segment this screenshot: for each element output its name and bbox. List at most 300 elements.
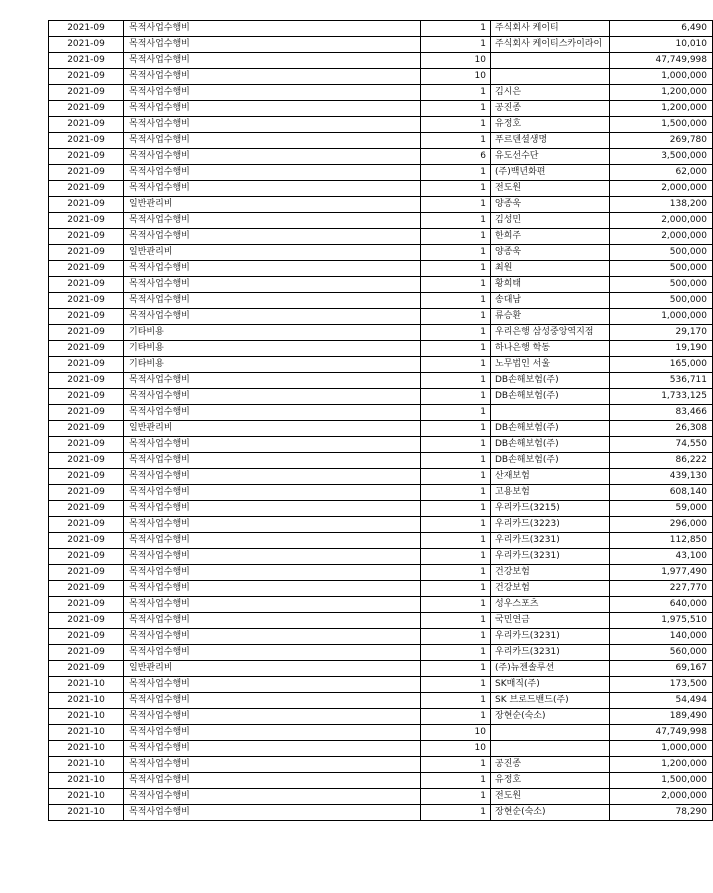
- category-cell: 목적사업수행비: [124, 469, 421, 485]
- payee-cell: 우리카드(3231): [491, 645, 610, 661]
- date-cell: 2021-09: [49, 197, 124, 213]
- count-cell: 1: [421, 117, 491, 133]
- date-cell: 2021-09: [49, 101, 124, 117]
- amount-cell: 500,000: [610, 245, 713, 261]
- payee-cell: 우리카드(3231): [491, 533, 610, 549]
- amount-cell: 439,130: [610, 469, 713, 485]
- table-row: [49, 629, 713, 645]
- date-cell: 2021-09: [49, 133, 124, 149]
- category-cell: 목적사업수행비: [124, 309, 421, 325]
- table-row: [49, 469, 713, 485]
- payee-cell: 김성민: [491, 213, 610, 229]
- count-cell: 1: [421, 325, 491, 341]
- amount-cell: 59,000: [610, 501, 713, 517]
- table-row: [49, 277, 713, 293]
- date-cell: 2021-10: [49, 677, 124, 693]
- date-cell: 2021-10: [49, 709, 124, 725]
- payee-cell: 장현순(숙소): [491, 805, 610, 821]
- amount-cell: 1,200,000: [610, 85, 713, 101]
- date-cell: 2021-10: [49, 805, 124, 821]
- table-row: [49, 693, 713, 709]
- payee-cell: (주)뉴젠솔루션: [491, 661, 610, 677]
- payee-cell: 유정호: [491, 117, 610, 133]
- count-cell: 1: [421, 597, 491, 613]
- count-cell: 1: [421, 389, 491, 405]
- date-cell: 2021-09: [49, 565, 124, 581]
- category-cell: 목적사업수행비: [124, 149, 421, 165]
- payee-cell: DB손해보험(주): [491, 421, 610, 437]
- date-cell: 2021-09: [49, 277, 124, 293]
- category-cell: 목적사업수행비: [124, 133, 421, 149]
- category-cell: 일반관리비: [124, 245, 421, 261]
- date-cell: 2021-09: [49, 181, 124, 197]
- amount-cell: 74,550: [610, 437, 713, 453]
- category-cell: 목적사업수행비: [124, 517, 421, 533]
- date-cell: 2021-09: [49, 389, 124, 405]
- table-row: [49, 453, 713, 469]
- category-cell: 목적사업수행비: [124, 773, 421, 789]
- count-cell: 1: [421, 613, 491, 629]
- table-row: [49, 565, 713, 581]
- payee-cell: 국민연금: [491, 613, 610, 629]
- table-row: [49, 805, 713, 821]
- date-cell: 2021-09: [49, 437, 124, 453]
- count-cell: 1: [421, 645, 491, 661]
- payee-cell: 우리카드(3223): [491, 517, 610, 533]
- payee-cell: 유정호: [491, 773, 610, 789]
- amount-cell: 19,190: [610, 341, 713, 357]
- count-cell: 10: [421, 741, 491, 757]
- count-cell: 1: [421, 693, 491, 709]
- table-row: [49, 357, 713, 373]
- category-cell: 기타비용: [124, 341, 421, 357]
- amount-cell: 54,494: [610, 693, 713, 709]
- category-cell: 목적사업수행비: [124, 645, 421, 661]
- date-cell: 2021-09: [49, 165, 124, 181]
- category-cell: 목적사업수행비: [124, 101, 421, 117]
- table-row: [49, 245, 713, 261]
- category-cell: 일반관리비: [124, 421, 421, 437]
- amount-cell: 500,000: [610, 261, 713, 277]
- table-row: [49, 213, 713, 229]
- date-cell: 2021-09: [49, 661, 124, 677]
- date-cell: 2021-09: [49, 53, 124, 69]
- payee-cell: 산재보험: [491, 469, 610, 485]
- payee-cell: [491, 741, 610, 757]
- date-cell: 2021-09: [49, 261, 124, 277]
- table-row: [49, 21, 713, 37]
- count-cell: 1: [421, 229, 491, 245]
- count-cell: 1: [421, 661, 491, 677]
- date-cell: 2021-09: [49, 597, 124, 613]
- amount-cell: 6,490: [610, 21, 713, 37]
- payee-cell: 공진종: [491, 757, 610, 773]
- payee-cell: 성우스포츠: [491, 597, 610, 613]
- category-cell: 목적사업수행비: [124, 709, 421, 725]
- date-cell: 2021-09: [49, 341, 124, 357]
- category-cell: 목적사업수행비: [124, 437, 421, 453]
- category-cell: 목적사업수행비: [124, 805, 421, 821]
- category-cell: 목적사업수행비: [124, 581, 421, 597]
- date-cell: 2021-10: [49, 773, 124, 789]
- payee-cell: 전도원: [491, 181, 610, 197]
- amount-cell: 640,000: [610, 597, 713, 613]
- amount-cell: 112,850: [610, 533, 713, 549]
- payee-cell: 류승환: [491, 309, 610, 325]
- payee-cell: DB손해보험(주): [491, 437, 610, 453]
- category-cell: 목적사업수행비: [124, 533, 421, 549]
- count-cell: 1: [421, 757, 491, 773]
- count-cell: 1: [421, 133, 491, 149]
- table-row: [49, 677, 713, 693]
- table-row: [49, 117, 713, 133]
- date-cell: 2021-09: [49, 373, 124, 389]
- category-cell: 목적사업수행비: [124, 741, 421, 757]
- date-cell: 2021-09: [49, 293, 124, 309]
- table-row: [49, 709, 713, 725]
- date-cell: 2021-09: [49, 533, 124, 549]
- amount-cell: 269,780: [610, 133, 713, 149]
- category-cell: 목적사업수행비: [124, 501, 421, 517]
- category-cell: 목적사업수행비: [124, 453, 421, 469]
- date-cell: 2021-09: [49, 213, 124, 229]
- table-row: [49, 293, 713, 309]
- count-cell: 1: [421, 309, 491, 325]
- table-row: [49, 421, 713, 437]
- date-cell: 2021-09: [49, 581, 124, 597]
- amount-cell: 536,711: [610, 373, 713, 389]
- amount-cell: 10,010: [610, 37, 713, 53]
- date-cell: 2021-09: [49, 229, 124, 245]
- payee-cell: 장현순(숙소): [491, 709, 610, 725]
- count-cell: 1: [421, 501, 491, 517]
- count-cell: 1: [421, 21, 491, 37]
- payee-cell: 고용보험: [491, 485, 610, 501]
- table-row: [49, 181, 713, 197]
- date-cell: 2021-09: [49, 149, 124, 165]
- amount-cell: 43,100: [610, 549, 713, 565]
- category-cell: 목적사업수행비: [124, 165, 421, 181]
- payee-cell: 황희태: [491, 277, 610, 293]
- date-cell: 2021-09: [49, 37, 124, 53]
- count-cell: 1: [421, 85, 491, 101]
- count-cell: 1: [421, 485, 491, 501]
- payee-cell: 하나은행 학동: [491, 341, 610, 357]
- payee-cell: 김시은: [491, 85, 610, 101]
- amount-cell: 2,000,000: [610, 229, 713, 245]
- count-cell: 6: [421, 149, 491, 165]
- amount-cell: 2,000,000: [610, 181, 713, 197]
- table-row: [49, 197, 713, 213]
- payee-cell: DB손해보험(주): [491, 453, 610, 469]
- amount-cell: 296,000: [610, 517, 713, 533]
- ledger-body: [49, 21, 713, 821]
- table-row: [49, 549, 713, 565]
- table-row: [49, 261, 713, 277]
- payee-cell: 공진종: [491, 101, 610, 117]
- payee-cell: 우리카드(3231): [491, 629, 610, 645]
- count-cell: 1: [421, 181, 491, 197]
- table-row: [49, 373, 713, 389]
- amount-cell: 173,500: [610, 677, 713, 693]
- amount-cell: 189,490: [610, 709, 713, 725]
- table-row: [49, 757, 713, 773]
- category-cell: 목적사업수행비: [124, 293, 421, 309]
- amount-cell: 1,000,000: [610, 69, 713, 85]
- count-cell: 1: [421, 277, 491, 293]
- category-cell: 목적사업수행비: [124, 725, 421, 741]
- payee-cell: 주식회사 케이티: [491, 21, 610, 37]
- count-cell: 1: [421, 565, 491, 581]
- count-cell: 1: [421, 453, 491, 469]
- category-cell: 목적사업수행비: [124, 53, 421, 69]
- date-cell: 2021-09: [49, 117, 124, 133]
- payee-cell: 우리카드(3215): [491, 501, 610, 517]
- table-row: [49, 437, 713, 453]
- category-cell: 기타비용: [124, 325, 421, 341]
- count-cell: 1: [421, 37, 491, 53]
- count-cell: 10: [421, 69, 491, 85]
- count-cell: 1: [421, 805, 491, 821]
- amount-cell: 1,200,000: [610, 101, 713, 117]
- count-cell: 1: [421, 773, 491, 789]
- date-cell: 2021-09: [49, 613, 124, 629]
- amount-cell: 1,500,000: [610, 117, 713, 133]
- payee-cell: 전도원: [491, 789, 610, 805]
- amount-cell: 3,500,000: [610, 149, 713, 165]
- category-cell: 목적사업수행비: [124, 85, 421, 101]
- table-row: [49, 581, 713, 597]
- date-cell: 2021-09: [49, 453, 124, 469]
- table-row: [49, 341, 713, 357]
- count-cell: 1: [421, 261, 491, 277]
- count-cell: 1: [421, 533, 491, 549]
- date-cell: 2021-09: [49, 325, 124, 341]
- date-cell: 2021-09: [49, 645, 124, 661]
- category-cell: 목적사업수행비: [124, 229, 421, 245]
- count-cell: 1: [421, 101, 491, 117]
- count-cell: 1: [421, 357, 491, 373]
- table-row: [49, 501, 713, 517]
- amount-cell: 1,000,000: [610, 741, 713, 757]
- amount-cell: 1,977,490: [610, 565, 713, 581]
- table-row: [49, 741, 713, 757]
- amount-cell: 78,290: [610, 805, 713, 821]
- table-row: [49, 597, 713, 613]
- count-cell: 1: [421, 469, 491, 485]
- table-row: [49, 309, 713, 325]
- payee-cell: 주식회사 케이티스카이라이: [491, 37, 610, 53]
- table-row: [49, 725, 713, 741]
- payee-cell: 양종욱: [491, 197, 610, 213]
- count-cell: 1: [421, 213, 491, 229]
- payee-cell: 양종욱: [491, 245, 610, 261]
- date-cell: 2021-09: [49, 21, 124, 37]
- date-cell: 2021-09: [49, 485, 124, 501]
- count-cell: 1: [421, 549, 491, 565]
- amount-cell: 1,975,510: [610, 613, 713, 629]
- category-cell: 목적사업수행비: [124, 405, 421, 421]
- payee-cell: SK 브로드밴드(주): [491, 693, 610, 709]
- count-cell: 1: [421, 517, 491, 533]
- category-cell: 기타비용: [124, 357, 421, 373]
- payee-cell: 우리은행 삼성중앙역지점: [491, 325, 610, 341]
- category-cell: 목적사업수행비: [124, 373, 421, 389]
- payee-cell: DB손해보험(주): [491, 373, 610, 389]
- category-cell: 목적사업수행비: [124, 69, 421, 85]
- count-cell: 1: [421, 165, 491, 181]
- table-row: [49, 613, 713, 629]
- amount-cell: 83,466: [610, 405, 713, 421]
- count-cell: 1: [421, 197, 491, 213]
- amount-cell: 138,200: [610, 197, 713, 213]
- payee-cell: SK매직(주): [491, 677, 610, 693]
- date-cell: 2021-10: [49, 693, 124, 709]
- date-cell: 2021-10: [49, 757, 124, 773]
- table-row: [49, 405, 713, 421]
- table-row: [49, 661, 713, 677]
- category-cell: 일반관리비: [124, 197, 421, 213]
- category-cell: 목적사업수행비: [124, 117, 421, 133]
- date-cell: 2021-09: [49, 357, 124, 373]
- count-cell: 1: [421, 341, 491, 357]
- table-row: [49, 789, 713, 805]
- amount-cell: 1,200,000: [610, 757, 713, 773]
- amount-cell: 560,000: [610, 645, 713, 661]
- count-cell: 1: [421, 421, 491, 437]
- date-cell: 2021-10: [49, 789, 124, 805]
- category-cell: 목적사업수행비: [124, 597, 421, 613]
- amount-cell: 165,000: [610, 357, 713, 373]
- expense-ledger-table: [48, 20, 713, 821]
- payee-cell: [491, 69, 610, 85]
- date-cell: 2021-09: [49, 517, 124, 533]
- count-cell: 1: [421, 789, 491, 805]
- count-cell: 10: [421, 725, 491, 741]
- amount-cell: 47,749,998: [610, 725, 713, 741]
- payee-cell: 노무법인 서울: [491, 357, 610, 373]
- category-cell: 목적사업수행비: [124, 21, 421, 37]
- payee-cell: 송대남: [491, 293, 610, 309]
- category-cell: 목적사업수행비: [124, 37, 421, 53]
- date-cell: 2021-10: [49, 741, 124, 757]
- amount-cell: 1,733,125: [610, 389, 713, 405]
- date-cell: 2021-09: [49, 501, 124, 517]
- table-row: [49, 69, 713, 85]
- amount-cell: 69,167: [610, 661, 713, 677]
- amount-cell: 1,000,000: [610, 309, 713, 325]
- amount-cell: 140,000: [610, 629, 713, 645]
- payee-cell: 최원: [491, 261, 610, 277]
- amount-cell: 26,308: [610, 421, 713, 437]
- category-cell: 목적사업수행비: [124, 565, 421, 581]
- amount-cell: 227,770: [610, 581, 713, 597]
- payee-cell: 우리카드(3231): [491, 549, 610, 565]
- payee-cell: [491, 725, 610, 741]
- amount-cell: 500,000: [610, 293, 713, 309]
- date-cell: 2021-09: [49, 245, 124, 261]
- amount-cell: 608,140: [610, 485, 713, 501]
- count-cell: 1: [421, 373, 491, 389]
- count-cell: 1: [421, 629, 491, 645]
- category-cell: 목적사업수행비: [124, 261, 421, 277]
- date-cell: 2021-09: [49, 309, 124, 325]
- table-row: [49, 149, 713, 165]
- date-cell: 2021-09: [49, 69, 124, 85]
- table-row: [49, 485, 713, 501]
- table-row: [49, 101, 713, 117]
- table-row: [49, 325, 713, 341]
- payee-cell: DB손해보험(주): [491, 389, 610, 405]
- amount-cell: 2,000,000: [610, 789, 713, 805]
- category-cell: 목적사업수행비: [124, 677, 421, 693]
- table-row: [49, 37, 713, 53]
- amount-cell: 86,222: [610, 453, 713, 469]
- category-cell: 목적사업수행비: [124, 757, 421, 773]
- date-cell: 2021-09: [49, 405, 124, 421]
- payee-cell: 건강보험: [491, 565, 610, 581]
- payee-cell: 한희주: [491, 229, 610, 245]
- payee-cell: [491, 53, 610, 69]
- table-row: [49, 229, 713, 245]
- table-row: [49, 133, 713, 149]
- table-row: [49, 517, 713, 533]
- amount-cell: 29,170: [610, 325, 713, 341]
- table-row: [49, 165, 713, 181]
- count-cell: 1: [421, 405, 491, 421]
- payee-cell: [491, 405, 610, 421]
- payee-cell: 건강보험: [491, 581, 610, 597]
- table-row: [49, 645, 713, 661]
- count-cell: 1: [421, 581, 491, 597]
- payee-cell: 유도선수단: [491, 149, 610, 165]
- category-cell: 목적사업수행비: [124, 389, 421, 405]
- amount-cell: 500,000: [610, 277, 713, 293]
- date-cell: 2021-09: [49, 469, 124, 485]
- category-cell: 목적사업수행비: [124, 277, 421, 293]
- category-cell: 목적사업수행비: [124, 629, 421, 645]
- count-cell: 1: [421, 709, 491, 725]
- count-cell: 1: [421, 245, 491, 261]
- date-cell: 2021-09: [49, 549, 124, 565]
- amount-cell: 62,000: [610, 165, 713, 181]
- category-cell: 일반관리비: [124, 661, 421, 677]
- table-row: [49, 389, 713, 405]
- category-cell: 목적사업수행비: [124, 549, 421, 565]
- category-cell: 목적사업수행비: [124, 789, 421, 805]
- table-row: [49, 533, 713, 549]
- payee-cell: (주)백년화편: [491, 165, 610, 181]
- category-cell: 목적사업수행비: [124, 613, 421, 629]
- count-cell: 1: [421, 293, 491, 309]
- date-cell: 2021-09: [49, 85, 124, 101]
- count-cell: 1: [421, 677, 491, 693]
- date-cell: 2021-10: [49, 725, 124, 741]
- date-cell: 2021-09: [49, 421, 124, 437]
- table-row: [49, 85, 713, 101]
- date-cell: 2021-09: [49, 629, 124, 645]
- category-cell: 목적사업수행비: [124, 485, 421, 501]
- table-row: [49, 773, 713, 789]
- category-cell: 목적사업수행비: [124, 693, 421, 709]
- category-cell: 목적사업수행비: [124, 213, 421, 229]
- category-cell: 목적사업수행비: [124, 181, 421, 197]
- count-cell: 1: [421, 437, 491, 453]
- amount-cell: 1,500,000: [610, 773, 713, 789]
- count-cell: 10: [421, 53, 491, 69]
- payee-cell: 푸르덴셜생명: [491, 133, 610, 149]
- amount-cell: 47,749,998: [610, 53, 713, 69]
